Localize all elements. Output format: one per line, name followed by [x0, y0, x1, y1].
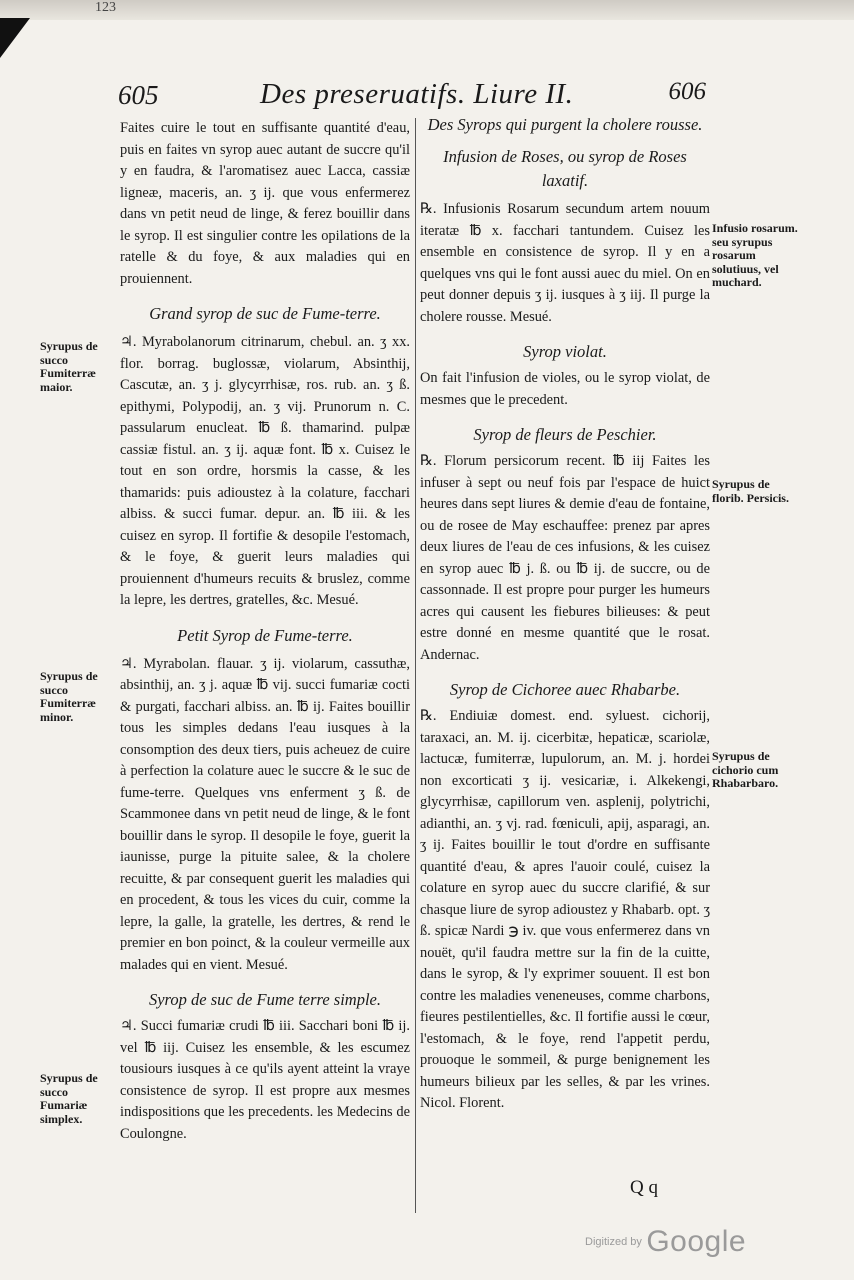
section-title: Syrop de suc de Fume terre simple. [148, 990, 381, 1009]
margin-note: Syrupus de cichorio cum Rhabarbaro. [712, 749, 779, 790]
page-number-right: 606 [668, 78, 706, 105]
catchword: Q q [630, 1177, 658, 1198]
recipe-text: ♃. Myrabolanorum citrinarum, chebul. an. ʒ xx. flor. borrag. buglossæ, violarum, Absinthij, Cascutæ, an. ʒ j. glycyrrhisæ, ros. rub. an. ʒ ß. epithymi, Polypodij, an. ʒ vij. Prunorum n. C. passularum enucleat. ℔ ß. thamarind. pulpæ cassiæ fistul. an. ʒ ij. aquæ font. ℔ x. Cuisez le tout en son ordre, horsmis la casse, & les thamarids: puis adioustez à la colature, facchari albiss. & succi fumar. depur. an. ℔ iii. & les cuisez en syrop. Il fortifie & desopile l'estomach, & le foye, & guerit leurs maladies qui prouiennent d'humeurs recuits & bruslez, comme la lepre, les dertres, gratelles, &c. Mesué. [120, 334, 410, 608]
margin-note: Syrupus de succo Fumariæ simplex. [40, 1071, 98, 1126]
top-scrawl: 123 [95, 0, 116, 15]
margin-note: Syrupus de succo Fumiterræ maior. [40, 339, 98, 394]
recipe-text: ♃. Myrabolan. flauar. ʒ ij. violarum, cassuthæ, absinthij, an. ʒ j. aquæ ℔ vij. succi fumariæ cocti & purgati, facchari albiss. an. ℔ ij. Faites bouillir tous les simples dedans l'eau iusques à la consomption des deux tiers, puis acheuez de cuire à perfection la colature auec le succre & le suc de fume-terre. Quelques vns enferment ʒ ß. de Scammonee dans vn petit neud de linge, & le font bouillir dans le syrop. Il desopile le foye, guerit la iaunisse, purge la pituite salee, & la cholere recuitte, & par consequent guerit les maladies qui en procedent, & tous les vices du cuir, comme la lepre, la galle, la gratelle, les dertres, & rend le premier en bon poinct, & la couleur vermeille aux malades qui en vient. Mesué. [120, 655, 410, 973]
left-column [120, 118, 410, 1145]
section-title: Syrop violat. [523, 342, 607, 361]
running-title: Des preseruatifs. Liure II. [260, 78, 574, 110]
google-logo: Google [646, 1225, 747, 1258]
recipe-text: ℞. Infusionis Rosarum secundum artem nouum iteratæ ℔ x. facchari tantundem. Cuisez les ensemble en consistence de syrop. Il y en a quelques vns qui le font aussi auec du miel. On en peut donner depuis ʒ ij. iusques à ʒ iij. Il purge la cholere rousse. Mesué. [420, 201, 710, 325]
chapter-title: Des Syrops qui purgent la cholere rousse. [427, 115, 703, 134]
recipe-text: ℞. Florum persicorum recent. ℔ iij Faites les infuser à sept ou neuf fois par l'espace de huict heures dans sept liures & demie d'eau de fontaine, ou de rosee de May eschauffee: prenez par apres deux liures de l'eau de ces infusions, & les cuisez en syrop auec ℔ j. ß. ou ℔ ij. de succre, ou de cassonnade. Il est propre pour purger les humeurs acres qui causent les fiebures bilieuses: & peut estre donné en mesme quantité que le rosat. Andernac. [420, 453, 710, 663]
section-title: Petit Syrop de Fume-terre. [177, 625, 353, 645]
recipe-text: ♃. Succi fumariæ crudi ℔ iii. Sacchari boni ℔ ij. vel ℔ iij. Cuisez les ensemble, & les escumez tousiours iusques à ce qu'ils ayent atteint la vraye consistence de syrop. Il est propre aux mesmes indispositions que les precedents. les Medecins de Coulongne. [120, 1018, 410, 1142]
margin-note: Syrupus de florib. Persicis. [712, 477, 789, 505]
margin-note: Syrupus de succo Fumiterræ minor. [40, 669, 98, 724]
section-title: Syrop de fleurs de Peschier. [473, 425, 657, 444]
recipe-text: On fait l'infusion de violes, ou le syrop violat, de mesmes que le precedent. [420, 370, 710, 408]
watermark-small: Digitized by [585, 1236, 642, 1248]
margin-note: Infusio rosarum. seu syrupus rosarum solutiuus, vel muchard. [712, 221, 798, 289]
right-column [420, 113, 710, 1115]
section-title: Grand syrop de suc de Fume-terre. [149, 304, 381, 323]
column-divider [415, 118, 416, 1213]
paragraph-intro: Faites cuire le tout en suffisante quantité d'eau, puis en faites vn syrop auec autant de succre qu'il y en faudra, & l'aromatisez auec Lacca, cassiæ ligneæ, maceris, an. ʒ ij. que vous enfermerez dans vn petit neud de linge, & ferez bouillir dans le syrop. Il est singulier contre les opilations de la ratelle & du foye, & aux maladies qui en prouiennent. [120, 120, 410, 287]
scan-top-edge [0, 0, 854, 20]
scan-corner-shadow [0, 18, 30, 58]
digitized-by-watermark [585, 1225, 746, 1259]
section-title: Infusion de Roses, ou syrop de Roses laxatif. [443, 147, 687, 190]
section-title: Syrop de Cichoree auec Rhabarbe. [449, 680, 681, 699]
recipe-text: ℞. Endiuiæ domest. end. syluest. cichorij, taraxaci, an. M. ij. cicerbitæ, hepaticæ, scariolæ, lactucæ, fumiterræ, lupulorum, an. M. j. hordei non excorticati ʒ ij. vesicariæ, i. Alkekengi, glycyrrhisæ, capillorum ven. asplenij, polytrichi, adianthi, an. ʒ vj. rad. fœniculi, apij, asparagi, an. ʒ ij. Faites bouillir le tout d'ordre en suffisante quantité d'eau, & apres l'auoir coulé, cuisez la colature en syrop auec du succre clarifié, & sur chasque liure de syrop adioustez y Rhabarb. opt. ʒ ß. spicæ Nardi ℈ iv. que vous enfermerez dans vn nouët, qu'il faudra mettre sur la fin de la cuitte, dans le syrop, & l'y exprimer souuent. Il est bon contre les maladies veneneuses, comme charbons, fieures pestilentielles, &c. Il fortifie aussi le cœur, l'estomach, & le foye, rend l'appetit perdu, prouoque le sommeil, & purge benignement les humeurs bilieux par les selles, & par les vrines. Nicol. Florent. [420, 708, 710, 1111]
page-header [110, 78, 710, 118]
page-number-left: 605 [118, 80, 159, 110]
